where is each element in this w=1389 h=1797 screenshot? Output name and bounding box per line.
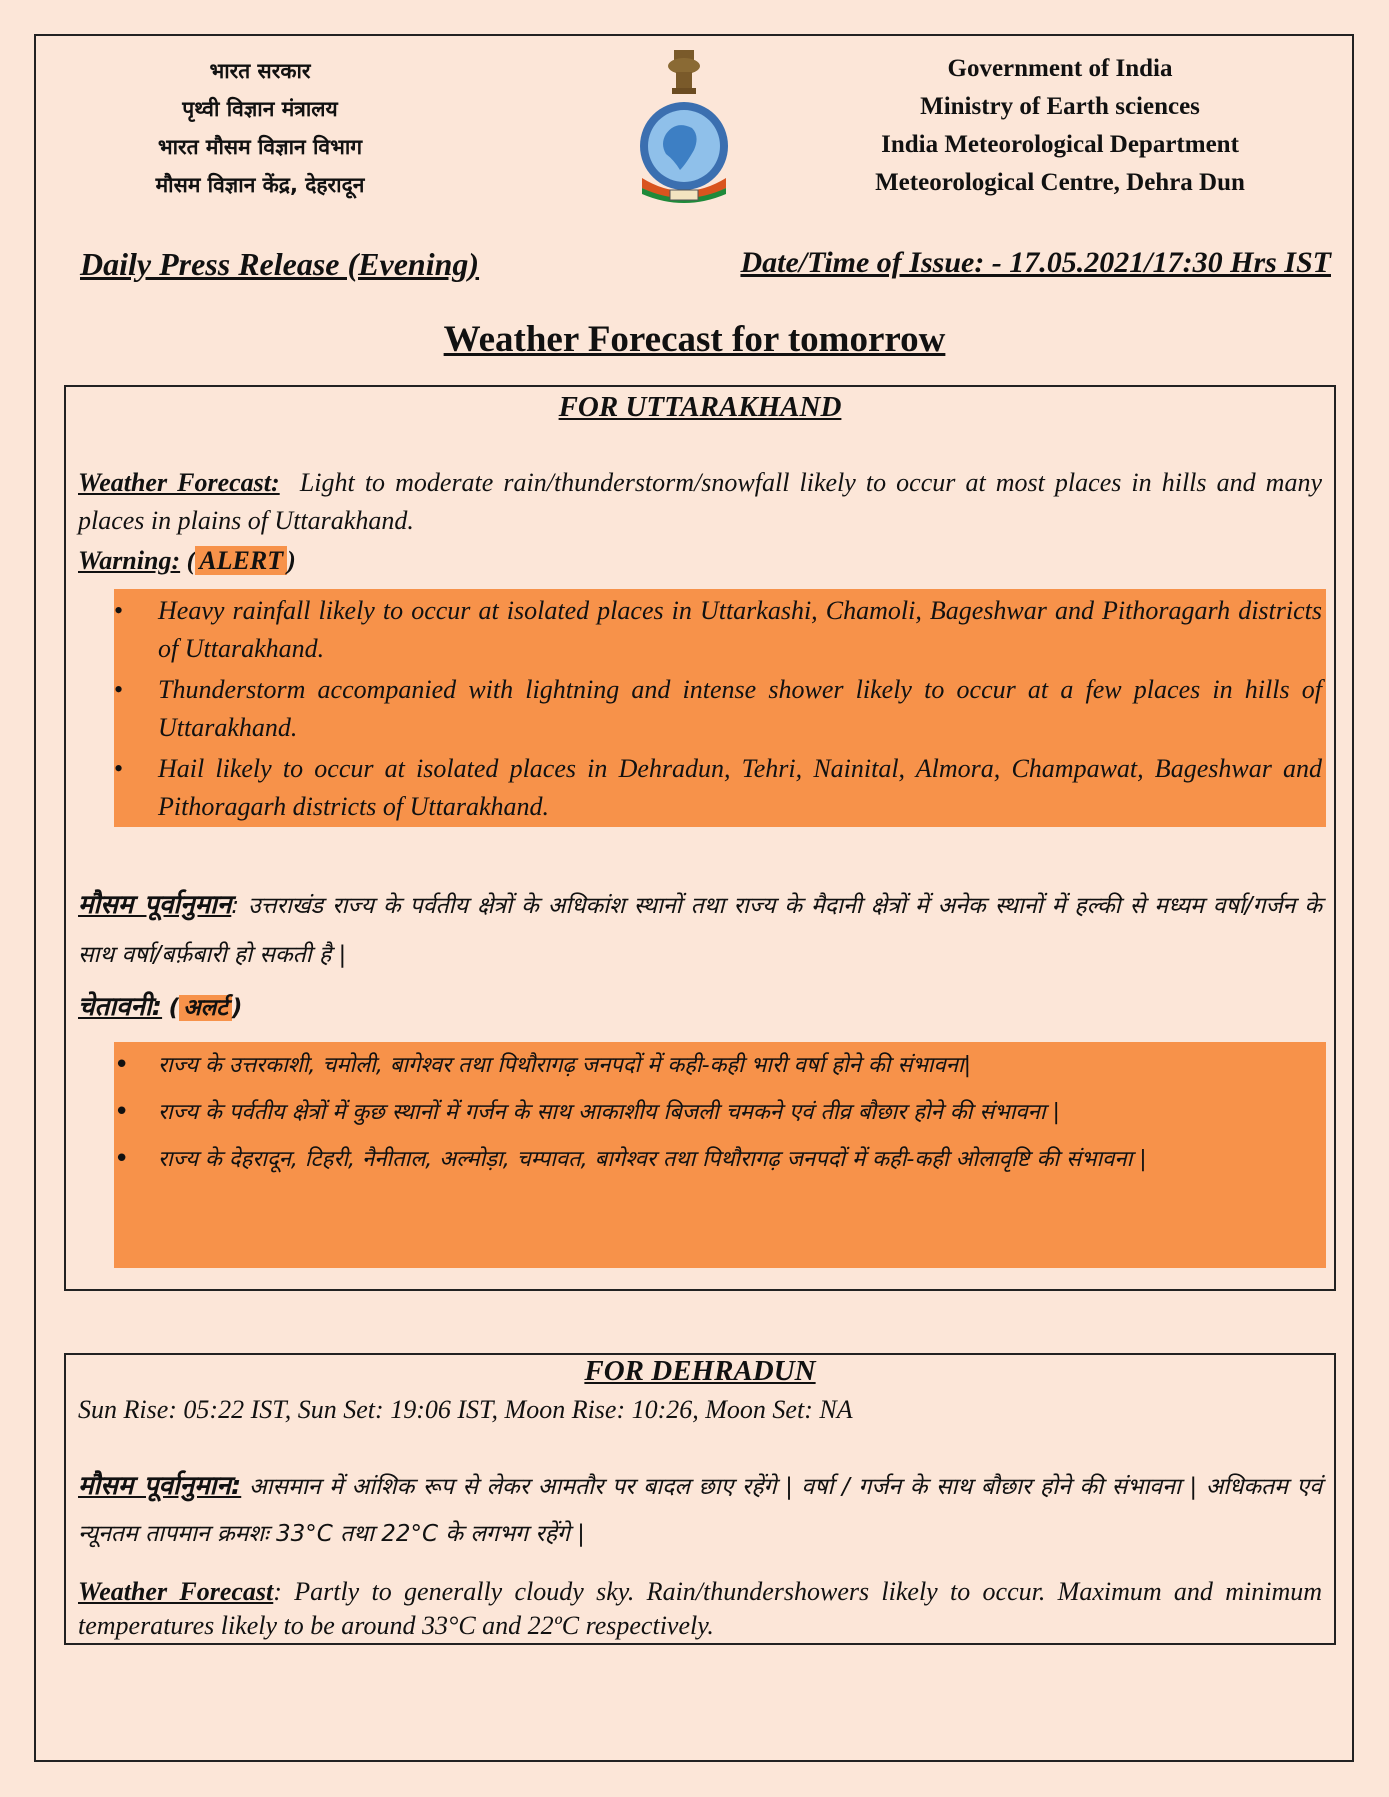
hindi-forecast-text: उत्तराखंड राज्य के पर्वतीय क्षेत्रों के अधिकांश स्थानों तथा राज्य के मैदानी क्षेत्रों में अनेक स्थानों में हल्की से मध्यम वर्षा/गर्जन के साथ वर्षा/बर्फ़बारी हो सकती है | [78, 893, 1322, 968]
header-english-line: Ministry of Earth sciences [920, 93, 1200, 120]
header-hindi-line: मौसम विज्ञान केंद्र, देहरादून [155, 173, 365, 197]
hindi-warning-label: चेतावनी: [78, 992, 163, 1022]
header-english [840, 50, 1280, 202]
imd-emblem-icon [636, 48, 732, 204]
hindi-forecast-label: मौसम पूर्वानुमान [78, 890, 232, 920]
alert-badge: ALERT [195, 546, 287, 575]
section-title: FOR DEHRADUN [584, 1355, 816, 1387]
uk-hindi-warnings-list [114, 1042, 1326, 1183]
header-hindi [100, 52, 420, 204]
hindi-alert-badge: अलर्ट [179, 995, 232, 1021]
uttarakhand-section [64, 385, 1336, 1291]
issue-datetime: Date/Time of Issue: - 17.05.2021/17:30 Hrs IST [740, 246, 1331, 279]
uk-forecast-paragraph [78, 464, 1322, 540]
uk-hindi-warnings-block [114, 1042, 1326, 1268]
list-item: • राज्य के देहरादून, टिहरी, नैनीताल, अल्मोड़ा, चम्पावत, बागेश्वर तथा पिथौरागढ़ जनपदों में कही-कही ओलावृष्टि की संभावना | [158, 1136, 1322, 1183]
uk-hindi-forecast-paragraph: मौसम पूर्वानुमान: उत्तराखंड राज्य के पर्वतीय क्षेत्रों के अधिकांश स्थानों तथा राज्य के मैदानी क्षेत्रों में अनेक स्थानों में हल्की से मध्यम वर्षा/गर्जन के साथ वर्षा/बर्फ़बारी हो सकती है | [78, 890, 1322, 968]
dehradun-section [64, 1353, 1336, 1645]
list-item: • राज्य के उत्तरकाशी, चमोली, बागेश्वर तथा पिथौरागढ़ जनपदों में कही-कही भारी वर्षा होने की संभावना| [158, 1042, 1322, 1089]
header-hindi-line: भारत मौसम विज्ञान विभाग [157, 135, 363, 159]
forecast-text: Light to moderate rain/thunderstorm/snowfall likely to occur at most places in hills and many places in plains of Uttarakhand. [78, 468, 1322, 535]
header-english-line: Government of India [947, 55, 1173, 82]
sun-moon-times: Sun Rise: 05:22 IST, Sun Set: 19:06 IST, Moon Rise: 10:26, Moon Set: NA [78, 1395, 853, 1424]
hindi-forecast-text: आसमान में आंशिक रूप से लेकर आमतौर पर बादल छाए रहेंगे | वर्षा / गर्जन के साथ बौछार होने की संभावना | अधिकतम एवं न्यूनतम तापमान क्रमशः 33°C तथा 22°C के लगभग रहेंगे | [78, 1474, 1323, 1547]
list-item: • Thunderstorm accompanied with lightning and intense shower likely to occur at a few places in hills of Uttarakhand. [158, 671, 1322, 747]
warning-label: Warning: [78, 546, 181, 575]
ddn-forecast-paragraph [78, 1575, 1322, 1643]
header-hindi-line: पृथ्वी विज्ञान मंत्रालय [182, 97, 338, 121]
section-title: FOR UTTARAKHAND [558, 391, 842, 423]
ddn-hindi-forecast-paragraph [78, 1463, 1322, 1557]
uk-warnings-block [114, 589, 1326, 827]
list-item: • Heavy rainfall likely to occur at isolated places in Uttarkashi, Chamoli, Bageshwar and Pithoragarh districts of Uttarakhand. [158, 592, 1322, 668]
release-label: Daily Press Release (Evening) [80, 246, 480, 282]
main-title: Weather Forecast for tomorrow [443, 319, 946, 360]
forecast-label: Weather Forecast [78, 1577, 274, 1606]
list-item: • Hail likely to occur at isolated places in Dehradun, Tehri, Nainital, Almora, Champawat, Bageshwar and Pithoragarh districts of Uttarakhand. [158, 750, 1322, 826]
uk-warnings-list [114, 592, 1326, 826]
header-english-line: India Meteorological Department [881, 131, 1239, 158]
uk-warning-heading: Warning: ( ALERT ) [78, 546, 296, 575]
list-item: • राज्य के पर्वतीय क्षेत्रों में कुछ स्थानों में गर्जन के साथ आकाशीय बिजली चमकने एवं तीव्र बौछार होने की संभावना | [158, 1089, 1322, 1136]
uk-hindi-warning-heading: चेतावनी: ( अलर्ट ) [78, 992, 243, 1022]
forecast-label: Weather Forecast: [78, 468, 280, 497]
forecast-text: : Partly to generally cloudy sky. Rain/thundershowers likely to occur. Maximum and minimum temperatures likely to be around 33°C and 22ºC respectively. [78, 1577, 1323, 1640]
header-hindi-line: भारत सरकार [209, 59, 311, 83]
header-english-line: Meteorological Centre, Dehra Dun [875, 169, 1245, 196]
hindi-forecast-label: मौसम पूर्वानुमान: [78, 1471, 242, 1501]
